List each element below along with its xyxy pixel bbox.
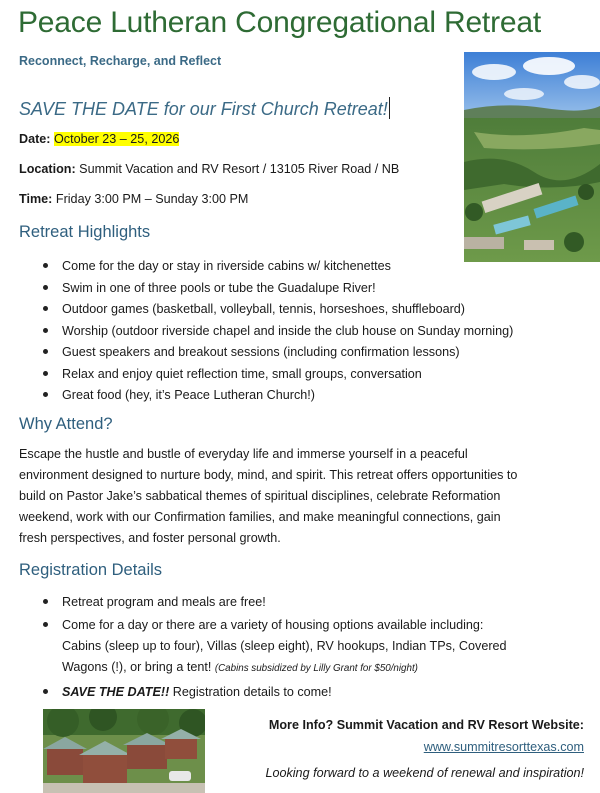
list-item: Worship (outdoor riverside chapel and inside the club house on Sunday morning) — [42, 321, 513, 343]
date-line — [19, 132, 179, 146]
closing-message: Looking forward to a weekend of renewal and inspiration! — [265, 766, 584, 780]
list-item: Great food (hey, it’s Peace Lutheran Church!) — [42, 385, 513, 407]
location-value: Summit Vacation and RV Resort / 13105 River Road / NB — [79, 162, 400, 176]
paragraph-line: Escape the hustle and bustle of everyday life and immerse yourself in a peaceful — [19, 447, 468, 461]
list-item: Come for the day or stay in riverside cabins w/ kitchenettes — [42, 256, 513, 278]
list-item: Swim in one of three pools or tube the Guadalupe River! — [42, 278, 513, 300]
highlights-heading: Retreat Highlights — [19, 223, 151, 241]
paragraph-line: fresh perspectives, and foster personal growth. — [19, 531, 281, 545]
list-item: Outdoor games (basketball, volleyball, tennis, horseshoes, shuffleboard) — [42, 299, 513, 321]
page-title: Peace Lutheran Congregational Retreat — [18, 6, 541, 39]
highlights-list — [42, 256, 513, 407]
location-label: Location: — [19, 162, 76, 176]
paragraph-line: environment designed to nurture body, mind, and spirit. This retreat offers opportunities to — [19, 468, 518, 482]
list-item-housing — [42, 615, 507, 679]
text-cursor — [389, 97, 390, 119]
time-label: Time: — [19, 192, 53, 206]
cabin-subsidy-note: (Cabins subsidized by Lilly Grant for $50/night) — [214, 663, 418, 674]
date-label: Date: — [19, 132, 51, 146]
list-item: Retreat program and meals are free! — [42, 592, 507, 613]
save-the-date-heading: SAVE THE DATE for our First Church Retreat! — [19, 99, 388, 119]
list-item: SAVE THE DATE!! Registration details to come! — [42, 682, 507, 703]
cabins-photo — [43, 709, 205, 793]
why-attend-heading: Why Attend? — [19, 415, 113, 433]
location-line — [19, 162, 399, 176]
resort-aerial-photo — [464, 52, 600, 262]
list-line: Come for a day or there are a variety of housing options available including: — [62, 618, 484, 632]
save-the-date-emphasis: SAVE THE DATE!! — [62, 685, 170, 699]
registration-heading: Registration Details — [19, 561, 163, 579]
registration-list — [42, 592, 507, 703]
paragraph-line: build on Pastor Jake’s sabbatical themes of spiritual disciplines, celebrate Reformation — [19, 489, 501, 503]
paragraph-line: weekend, work with our Confirmation families, and make meaningful connections, gain — [19, 510, 501, 524]
list-line: Cabins (sleep up to four), Villas (sleep eight), RV hookups, Indian TPs, Covered — [62, 639, 507, 653]
time-value: Friday 3:00 PM – Sunday 3:00 PM — [55, 192, 249, 206]
list-item: Relax and enjoy quiet reflection time, small groups, conversation — [42, 364, 513, 386]
more-info-text: More Info? Summit Vacation and RV Resort Website: — [268, 718, 584, 732]
why-attend-paragraph — [19, 444, 594, 549]
list-item: Guest speakers and breakout sessions (including confirmation lessons) — [42, 342, 513, 364]
date-value: October 23 – 25, 2026 — [54, 132, 180, 146]
page-subtitle: Reconnect, Recharge, and Reflect — [19, 54, 222, 68]
time-line — [19, 192, 248, 206]
list-line: Wagons (!), or bring a tent! (Cabins subsidized by Lilly Grant for $50/night) — [62, 660, 418, 674]
resort-website-link[interactable]: www.summitresorttexas.com — [423, 740, 584, 754]
